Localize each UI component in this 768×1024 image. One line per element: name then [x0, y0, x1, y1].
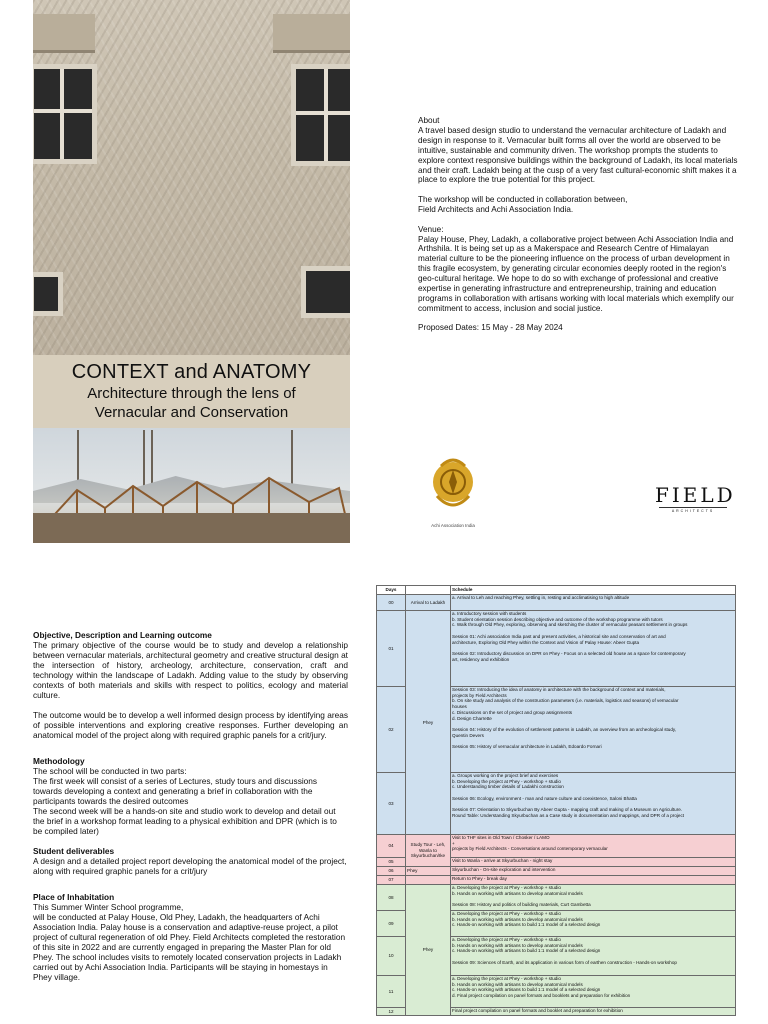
window-cornice — [273, 14, 350, 53]
methodology-week1: The first week will consist of a series of Lectures, study tours and discussions towards developing a context and generating a brief in collaboration with the participants towards the desired outcomes — [33, 776, 318, 806]
timber-roof-structure — [47, 468, 347, 516]
achi-association-logo — [424, 452, 482, 528]
day-number: 06 — [377, 867, 406, 876]
day-number: 11 — [377, 976, 406, 1008]
table-row — [377, 595, 736, 611]
schedule-line: Session 04: History of the evolution of settlement patterns in Ladakh, an overview from an archeological study, — [452, 726, 677, 732]
location-cell: Arrival to Ladakh — [406, 595, 451, 611]
day-number: 01 — [377, 611, 406, 687]
methodology-line: The school will be conducted in two parts: — [33, 766, 187, 776]
day-number: 04 — [377, 835, 406, 858]
outcome-text: The outcome would be to develop a well informed design process by identifying areas of possible interventions and exploring creative responses. Further developing an anatomical model of the project along with required graphic panels for a crit/jury. — [33, 710, 348, 740]
schedule-cell — [451, 937, 736, 976]
day-number: 02 — [377, 687, 406, 773]
schedule-line: Session 07: Orientation to Skyurbuchan By Abeer Gupta - mapping craft and making of a Museum on Agriculture. — [452, 807, 683, 813]
facade-window — [301, 266, 350, 318]
schedule-line: projects by Field Architects — [452, 692, 507, 698]
header-days: Days — [377, 586, 406, 595]
schedule-line: d. Design Charrette — [452, 715, 492, 721]
schedule-line: + — [452, 840, 455, 846]
schedule-line: art, residency and exhibition — [452, 656, 510, 662]
schedule-line: Session 01: Achi association India past and present activities, a historical site and conservation of art and — [452, 633, 666, 639]
schedule-cell — [451, 773, 736, 835]
schedule-line: Visit to THF sites in Old Town / Chosker / LAMO — [452, 835, 550, 840]
cover-subtitle-line2: Vernacular and Conservation — [94, 404, 289, 421]
window-cornice — [33, 14, 95, 53]
course-details — [33, 630, 348, 982]
schedule-cell — [451, 835, 736, 858]
location-cell: Study Tour - Leh, Wanla to Skyurbuchan/Ike — [406, 835, 451, 867]
schedule-line: a. Developing the project at Phey - workshop + studio — [452, 937, 561, 942]
day-number: 09 — [377, 911, 406, 937]
schedule-line: b. Student orientation session describing objective and outcome of the workshop programme with tutors — [452, 616, 663, 622]
schedule-line: c. Hands-on working with artisans to build 1:1 model of a selected design — [452, 987, 601, 993]
table-row — [377, 876, 736, 885]
schedule-cell — [451, 876, 736, 885]
schedule-line: architecture, Exploring Old Phey within the Context and Vision of Palay House: Abeer Gupta — [452, 639, 640, 645]
facade-window — [33, 64, 97, 164]
table-row — [377, 835, 736, 858]
schedule-line: Session 06: Ecology, environment - man and nature culture and coexistence, Saloni Bhatta — [452, 795, 637, 801]
methodology-heading: Methodology — [33, 756, 85, 766]
schedule-line: Final project compilation on panel formats and booklet and preparation for exhibition — [452, 1008, 623, 1013]
day-number: 03 — [377, 773, 406, 835]
schedule-line: houses — [452, 704, 467, 710]
schedule-cell — [451, 911, 736, 937]
day-number: 05 — [377, 858, 406, 867]
schedule-cell — [451, 858, 736, 867]
proposed-dates: Proposed Dates: 15 May - 28 May 2024 — [418, 323, 563, 333]
about-section — [418, 116, 738, 343]
schedule-line: d. Final project compilation on panel formats and booklets and preparation for exhibition — [452, 993, 631, 999]
schedule-line: b. Hands on working with artisans to develop anatomical models — [452, 981, 583, 987]
facade-window — [33, 272, 63, 316]
schedule-line: Quentin Devers — [452, 732, 484, 738]
facade-image — [33, 0, 350, 355]
location-cell: Phey — [406, 611, 451, 835]
day-number: 08 — [377, 885, 406, 911]
inhabitation-heading: Place of Inhabitation — [33, 892, 115, 902]
schedule-line: Session 02: Introductory discussion on DPR on Phey - Focus on a selected old house as a space for contemporary — [452, 650, 686, 656]
table-header-row — [377, 586, 736, 595]
schedule-line: Skyurbuchan - On-site exploration and intervention — [452, 867, 556, 872]
day-number: 10 — [377, 937, 406, 976]
objective-text: The primary objective of the course would be to study and develop a relationship between vernacular materials, architectural geometry and creative structural design at the intersection of history, archeology, architecture, conservation, craft and technology within the landscape of Ladakh. Adding value to the study by observing contexts of both materials and skills with respect to politics, ecology and material culture. — [33, 640, 348, 700]
schedule-line: Visit to Wanla - arrive at Skyurbuchan - night stay — [452, 858, 553, 863]
schedule-line: b. Hands on working with artisans to develop anatomical models — [452, 916, 583, 922]
schedule-line: Session 09: Sciences of Earth, and its application in various form of earthen construction - Hands-on workshop — [452, 959, 677, 965]
venue-text: Palay House, Phey, Ladakh, a collaborative project between Achi Association India and Arthshila. It is being set up as a Makerspace and Research Centre of Himalayan material culture to be the pioneering influence on the process of urban development in this fragile ecosystem, by generating circular economies deeply rooted in the region's geo-cultural heritage. We hope to do so with exchange of professional and creative expertise in generating infrastructure and entrepreneurship, training and education programs in collaboration with artisans working with local materials which exemplify our commitment to access, inclusion and social justice. — [418, 234, 734, 313]
cover-panel — [33, 0, 350, 543]
schedule-line: a. Arrival to Leh and reaching Phey, settling in, resting and acclimatising to high altitude — [452, 595, 630, 600]
location-cell: Phey — [406, 867, 451, 876]
schedule-line: Return to Phey - break day — [452, 876, 507, 881]
schedule-line: c. Hands-on working with artisans to build 1:1 model of a selected design — [452, 948, 601, 954]
field-logo-word: FIELD — [655, 483, 736, 507]
schedule-line: b. Hands on working with artisans to develop anatomical models — [452, 942, 583, 948]
schedule-line: b. Hands on working with artisans to develop anatomical models — [452, 890, 583, 896]
schedule-table — [376, 585, 736, 1016]
venue-label: Venue: — [418, 224, 444, 234]
schedule-line: Session 05: History of vernacular architecture in Ladakh, Edoardo Fornari — [452, 744, 602, 749]
palay-house-photo — [33, 428, 350, 543]
schedule-line: c. Hands-on working with artisans to build 1:1 model of a selected design — [452, 922, 601, 928]
day-number: 12 — [377, 1008, 406, 1016]
schedule-line: projects by Field Architects - Conversations around contemporary vernacular — [452, 846, 608, 852]
schedule-cell — [451, 1008, 736, 1016]
day-number: 07 — [377, 876, 406, 885]
schedule-cell — [451, 687, 736, 773]
schedule-line: c. Walk through Old Phey, exploring, observing and sketching the cluster of vernacular peasant settlement in groups — [452, 622, 688, 628]
objective-heading: Objective, Description and Learning outcome — [33, 630, 212, 640]
field-logo-sub: ARCHITECTS — [671, 509, 715, 513]
schedule-line: c. Discussions on the set of project and group assignments — [452, 709, 573, 715]
schedule-line: b. On site study and analysis of the construction parameters (i.e. materials, logistics and seasons) of vernacular — [452, 698, 679, 704]
schedule-cell — [451, 867, 736, 876]
schedule-line: c. Understanding timber details of Ladakhi construction — [452, 784, 564, 790]
schedule-line: a. Developing the project at Phey - workshop + studio — [452, 911, 561, 916]
schedule-cell — [451, 595, 736, 611]
inhabitation-intro: This Summer Winter School programme, — [33, 902, 184, 912]
day-number: 00 — [377, 595, 406, 611]
deliverables-text: A design and a detailed project report developing the anatomical model of the project, along with required graphic panels for a crit/jury — [33, 856, 347, 876]
achi-emblem-icon — [427, 452, 479, 516]
methodology-week2: The second week will be a hands-on site and studio work to develop and detail out the brief in a workshop format leading to a physical exhibition and DPR (which is to be compiled later) — [33, 806, 337, 836]
about-heading: About — [418, 116, 440, 125]
location-cell: Phey — [406, 885, 451, 1016]
cover-title-band — [33, 355, 350, 428]
schedule-cell — [451, 611, 736, 687]
cover-title: CONTEXT and ANATOMY — [71, 361, 312, 383]
schedule-line: a. Developing the project at Phey - workshop + studio — [452, 976, 561, 981]
deliverables-heading: Student deliverables — [33, 846, 115, 856]
collaboration-partners: Field Architects and Achi Association India. — [418, 204, 574, 214]
cover-subtitle-line1: Architecture through the lens of — [87, 385, 296, 402]
schedule-line: Session 08: History and politics of building materials, Curt Gambetta — [452, 902, 591, 908]
table-row — [377, 611, 736, 687]
schedule-line: a. Introductory session with students — [452, 611, 527, 616]
schedule-line: b. Developing the project at Phey - workshop + studio — [452, 778, 561, 784]
inhabitation-text: will be conducted at Palay House, Old Phey, Ladakh, the headquarters of Achi Association India. Palay house is a conservation and adaptive-reuse project, a pilot project of cultural regeneration of old Phey. Field Architects completed the restoration of this site in 2022 and are currently engaged in preparing the Master Plan for old Phey. The school includes visits to remotely located conservation projects in Ladakh carried out by Achi Association India. Participants will be staying in homestays in Phey village. — [33, 912, 346, 982]
table-row — [377, 867, 736, 876]
about-paragraph: A travel based design studio to understand the vernacular architecture of Ladakh and design in response to it. Vernacular built forms all over the world are observed to be intuitive, sustainable and community driven. The workshop prompts the students to explore context responsive buildings within the background of Ladakh, its local materials and their craft. Ladakh being at the cusp of a very fast cultural-economic shift makes it a place to explore the true potential for this project. — [418, 125, 738, 185]
achi-logo-caption: Achi Association India — [431, 523, 475, 528]
schedule-line: Round Table: Understanding Skyurbuchan as a Case study in documentation and mappings, and DPR of a project — [452, 812, 685, 818]
field-architects-logo — [655, 483, 736, 522]
schedule-line: a. Groups working on the project brief and exercises — [452, 773, 559, 778]
schedule-cell — [451, 885, 736, 911]
schedule-line: Session 03: Introducing the idea of anatomy in architecture with the background of context and materials, — [452, 687, 666, 692]
table-row — [377, 885, 736, 911]
collaboration-line: The workshop will be conducted in collaboration between, — [418, 194, 628, 204]
header-schedule: Schedule — [451, 586, 736, 595]
facade-window — [291, 64, 350, 166]
schedule-line: a. Developing the project at Phey - workshop + studio — [452, 885, 561, 890]
schedule-cell — [451, 976, 736, 1008]
